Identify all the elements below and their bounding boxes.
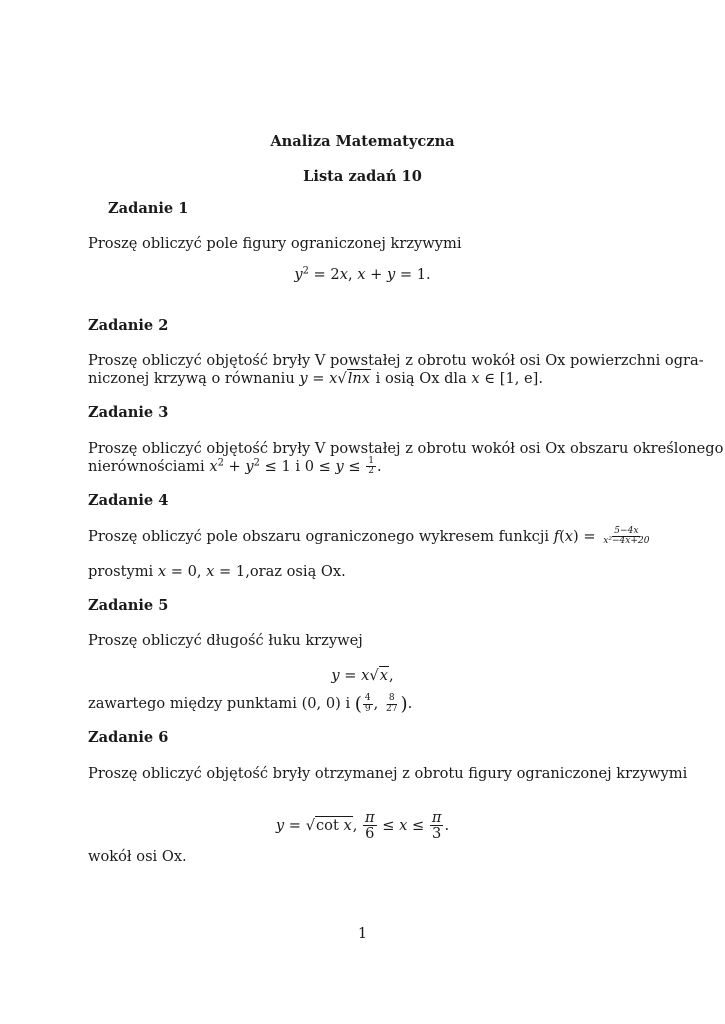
document-title: Analiza Matematyczna — [270, 133, 455, 150]
task-4-heading: Zadanie 4 — [88, 492, 169, 509]
task-3-line-2: nierównościami $x^2 + y^2 \le 1$ i 0 ≤ y ≤ $\frac{1}{2}$ . — [88, 456, 382, 477]
task-4-line-1: Proszę obliczyć pole obszaru ograniczonego wykresem funkcji f(x) = $\frac{5-4x}{\text{x²−4x+20}}$ — [88, 526, 650, 547]
fraction-pi-over-6: $\frac{\pi}{6}$ — [364, 809, 375, 843]
task-6-heading: Zadanie 6 — [88, 729, 169, 746]
task-1-heading: Zadanie 1 — [108, 200, 189, 217]
page-number: 1 — [357, 925, 368, 942]
fraction-four-ninths: $\frac{4}{9}$ — [364, 693, 371, 714]
sqrt-symbol: √x — [369, 667, 388, 684]
task-6-line-2: wokół osi Ox. — [88, 848, 187, 865]
task-3-line-1: Proszę obliczyć objętość bryły V powstałej z obrotu wokół osi Ox obszaru określonego — [88, 440, 724, 457]
task-2-heading: Zadanie 2 — [88, 317, 169, 334]
task-5-heading: Zadanie 5 — [88, 597, 169, 614]
task-6-equation: y = √cot x, $\frac{\pi}{6}$ ≤ x ≤ $\frac{\pi}{3}$ . — [275, 809, 450, 843]
sqrt-symbol: √lnx — [337, 370, 370, 387]
task-4-line-2: prostymi x = 0, x = 1,oraz osią Ox. — [88, 563, 346, 580]
fraction-eight-27ths: $\frac{8}{27}$ — [385, 693, 398, 714]
task-1-text: Proszę obliczyć pole figury ograniczonej krzywymi — [88, 235, 462, 252]
document-subtitle: Lista zadań 10 — [303, 168, 422, 185]
fraction-one-half: $\frac{1}{2}$ — [368, 456, 375, 477]
task-2-line-2: niczonej krzywą o równaniu y = x√lnx i osią Ox dla x ∈ [1, e]. — [88, 370, 543, 387]
task-1-equation: $y^2 = 2x$, x + y = 1. — [294, 265, 431, 283]
task-5-line-1: Proszę obliczyć długość łuku krzywej — [88, 632, 363, 649]
task-5-line-2: zawartego między punktami (0, 0) i ( $\frac{4}{9}$ , $\frac{8}{27}$ ). — [88, 693, 413, 715]
task-2-line-1: Proszę obliczyć objętość bryły V powstałej z obrotu wokół osi Ox powierzchni ogra- — [88, 352, 704, 369]
task-3-heading: Zadanie 3 — [88, 404, 169, 421]
fraction-pi-over-3: $\frac{\pi}{3}$ — [431, 809, 442, 843]
sqrt-symbol: √cot x — [305, 816, 352, 834]
task-6-line-1: Proszę obliczyć objętość bryły otrzymanej z obrotu figury ograniczonej krzywymi — [88, 765, 688, 782]
task-5-equation: y = x√x, — [331, 667, 394, 684]
function-fraction: $\frac{5-4x}{\text{x²−4x+20}}$ — [603, 526, 650, 547]
